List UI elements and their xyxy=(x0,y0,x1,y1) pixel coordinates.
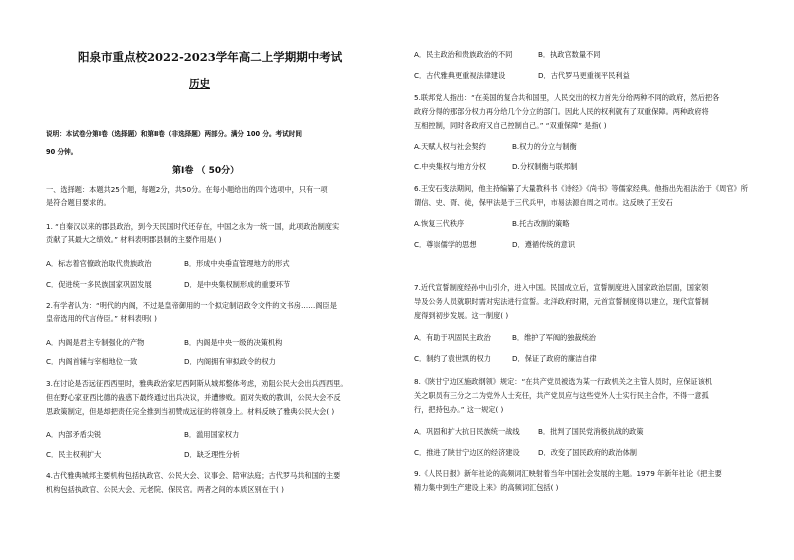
question-4-stem-line-2: 机构包括执政官、公民大会、元老院、保民官。两者之间的本质区别在于( ) xyxy=(46,485,284,494)
instructions-line-2: 是符合题目要求的。 xyxy=(46,198,111,207)
question-5-option-a: A.天赋人权与社会契约 xyxy=(414,142,486,151)
question-5-option-d: D.分权制衡与联邦制 xyxy=(512,162,578,171)
question-4-option-d: D．古代罗马更重视平民利益 xyxy=(538,71,630,80)
question-2-stem-line-2: 皇帝选用的代言侍臣。” 材料表明( ) xyxy=(46,314,157,323)
question-7-stem-line-3: 度得到初步发展。这一制度( ) xyxy=(414,311,509,320)
question-3-stem-line-3: 思政策制定，但是却把责任完全推到当初赞成远征的将领身上。材料反映了雅典公民大会( ) xyxy=(46,407,335,416)
question-6-stem-line-2: 谓信、史、胥、徒，保甲法是于三代兵甲，市易法源自周之司市。这反映了王安石 xyxy=(414,198,673,207)
question-6-option-a: A.恢复三代秩序 xyxy=(414,219,465,228)
question-4-option-c: C．古代雅典更重视法律建设 xyxy=(414,71,506,80)
question-5-option-c: C.中央集权与地方分权 xyxy=(414,162,486,171)
question-6-option-d: D．遵循传统的意识 xyxy=(512,240,576,249)
question-5-stem-line-2: 政府分得的那部分权力再分给几个分立的部门。因此人民的权利就有了双重保障。两种政府将 xyxy=(414,107,709,116)
question-2-option-d: D．内阁拥有审拟政令的权力 xyxy=(184,357,276,366)
question-4-stem-line-1: 4.古代雅典城邦主要机构包括执政官、公民大会、议事会、陪审法庭；古代罗马共和国的主要 xyxy=(46,471,341,480)
question-5-stem-line-3: 互相控制，同时各政府又自己控制自己。” “双重保障” 是指( ) xyxy=(414,121,607,130)
question-8-option-a: A．巩固和扩大抗日民族统一战线 xyxy=(414,427,520,436)
question-2-stem-line-1: 2.有学者认为：“明代的内阁，不过是皇帝御用的一个拟定制诏政令文件的文书房……阁臣是 xyxy=(46,301,337,310)
question-1-stem-line-2: 贡献了其最大之绩效。” 材料表明郡县制的主要作用是( ) xyxy=(46,235,222,244)
question-2-option-a: A．内阁是君主专制强化的产物 xyxy=(46,338,145,347)
question-3-option-b: B．滥用国家权力 xyxy=(184,430,240,439)
question-7-option-d: D．保证了政府的廉洁自律 xyxy=(512,354,597,363)
instructions-line-1: 一、选择题：本题共25个题，每题2分，共50分。在每小题给出的四个选项中，只有一项 xyxy=(46,185,328,194)
question-9-stem-line-2: 精力集中到生产建设上来》的高频词汇包括( ) xyxy=(414,483,559,492)
exam-note-line-2: 90 分钟。 xyxy=(46,148,78,156)
question-8-option-c: C．推进了陕甘宁边区的经济建设 xyxy=(414,448,520,457)
question-3-stem-line-1: 3.在讨论是否远征西西里时，雅典政治家尼西阿斯从城邦整体考虑，劝阻公民大会出兵西西里。 xyxy=(46,379,348,388)
question-2-option-c: C．内阁首辅与宰相地位一致 xyxy=(46,357,138,366)
question-7-option-a: A．有助于巩固民主政治 xyxy=(414,333,491,342)
question-3-option-c: C．民主权利扩大 xyxy=(46,450,102,459)
question-1-option-a: A．标志着官僚政治取代贵族政治 xyxy=(46,259,152,268)
question-7-option-c: C．制约了袁世凯的权力 xyxy=(414,354,491,363)
question-1-option-b: B．形成中央垂直管理地方的形式 xyxy=(184,259,290,268)
question-4-option-a: A．民主政治和贵族政治的不同 xyxy=(414,50,513,59)
question-7-stem-line-1: 7.近代宣誓制度经孙中山引介，进入中国。民国成立后，宣誓制度进入国家政治层面，国家领 xyxy=(414,283,709,292)
question-5-option-b: B.权力的分立与制衡 xyxy=(512,142,577,151)
exam-note-line-1: 说明：本试卷分第Ⅰ卷（选择题）和第Ⅱ卷（非选择题）两部分。满分 100 分。考试时间 xyxy=(46,130,302,138)
question-4-option-b: B．执政官数量不同 xyxy=(538,50,601,59)
question-6-option-b: B.托古改制的策略 xyxy=(512,219,570,228)
question-8-option-b: B．批判了国民党消极抗战的政策 xyxy=(538,427,644,436)
question-6-option-c: C．尊崇儒学的思想 xyxy=(414,240,477,249)
question-1-option-d: D．是中央集权制形成的重要环节 xyxy=(184,280,291,289)
question-3-option-a: A．内部矛盾尖锐 xyxy=(46,430,102,439)
question-6-stem-line-1: 6.王安石变法期间，他主持编纂了大量教科书《诗经》《尚书》等儒家经典。他指出先祖法治于《周官》所 xyxy=(414,184,748,193)
section-heading: 第Ⅰ卷 （ 50分） xyxy=(172,166,240,176)
subject-title: 历史 xyxy=(189,78,210,90)
question-1-option-c: C．促进统一多民族国家巩固发展 xyxy=(46,280,152,289)
exam-title: 阳泉市重点校2022-2023学年高二上学期期中考试 xyxy=(78,50,343,64)
question-8-stem-line-2: 关之职员有三分之二为党外人士充任，共产党员应与这些党外人士实行民主合作，不得一意孤 xyxy=(414,391,709,400)
question-8-stem-line-3: 行，把持包办。” 这一规定( ) xyxy=(414,405,504,414)
question-3-option-d: D．缺乏理性分析 xyxy=(184,450,240,459)
question-3-stem-line-2: 但在野心家亚西比德的蛊惑下最终通过出兵决议，并遭惨败。面对失败的教训，公民大会不反 xyxy=(46,393,341,402)
question-2-option-b: B．内阁是中央一级的决策机构 xyxy=(184,338,283,347)
question-1-stem-line-1: 1. “自秦汉以来的郡县政治，到今天民国时代还存在，中国之永为一统一国，此项政治制度实 xyxy=(46,222,340,231)
question-5-stem-line-1: 5.联邦党人指出：“在美国的复合共和国里，人民交出的权力首先分给两种不同的政府，然后把各 xyxy=(414,93,720,102)
question-7-stem-line-2: 导及公务人员就职时需对宪法进行宣誓。北洋政府时期，元首宣誓制度得以建立，现代宣誓制 xyxy=(414,297,709,306)
question-8-option-d: D．改变了国民政府的政治体制 xyxy=(538,448,637,457)
question-7-option-b: B．维护了军阀的独裁统治 xyxy=(512,333,596,342)
question-8-stem-line-1: 8.《陕甘宁边区施政纲领》规定：“在共产党员被选为某一行政机关之主管人员时，应保证该机 xyxy=(414,377,713,386)
question-9-stem-line-1: 9.《人民日报》新年社论的高频词汇映射着当年中国社会发展的主题。1979 年新年社论《把主要 xyxy=(414,469,722,478)
